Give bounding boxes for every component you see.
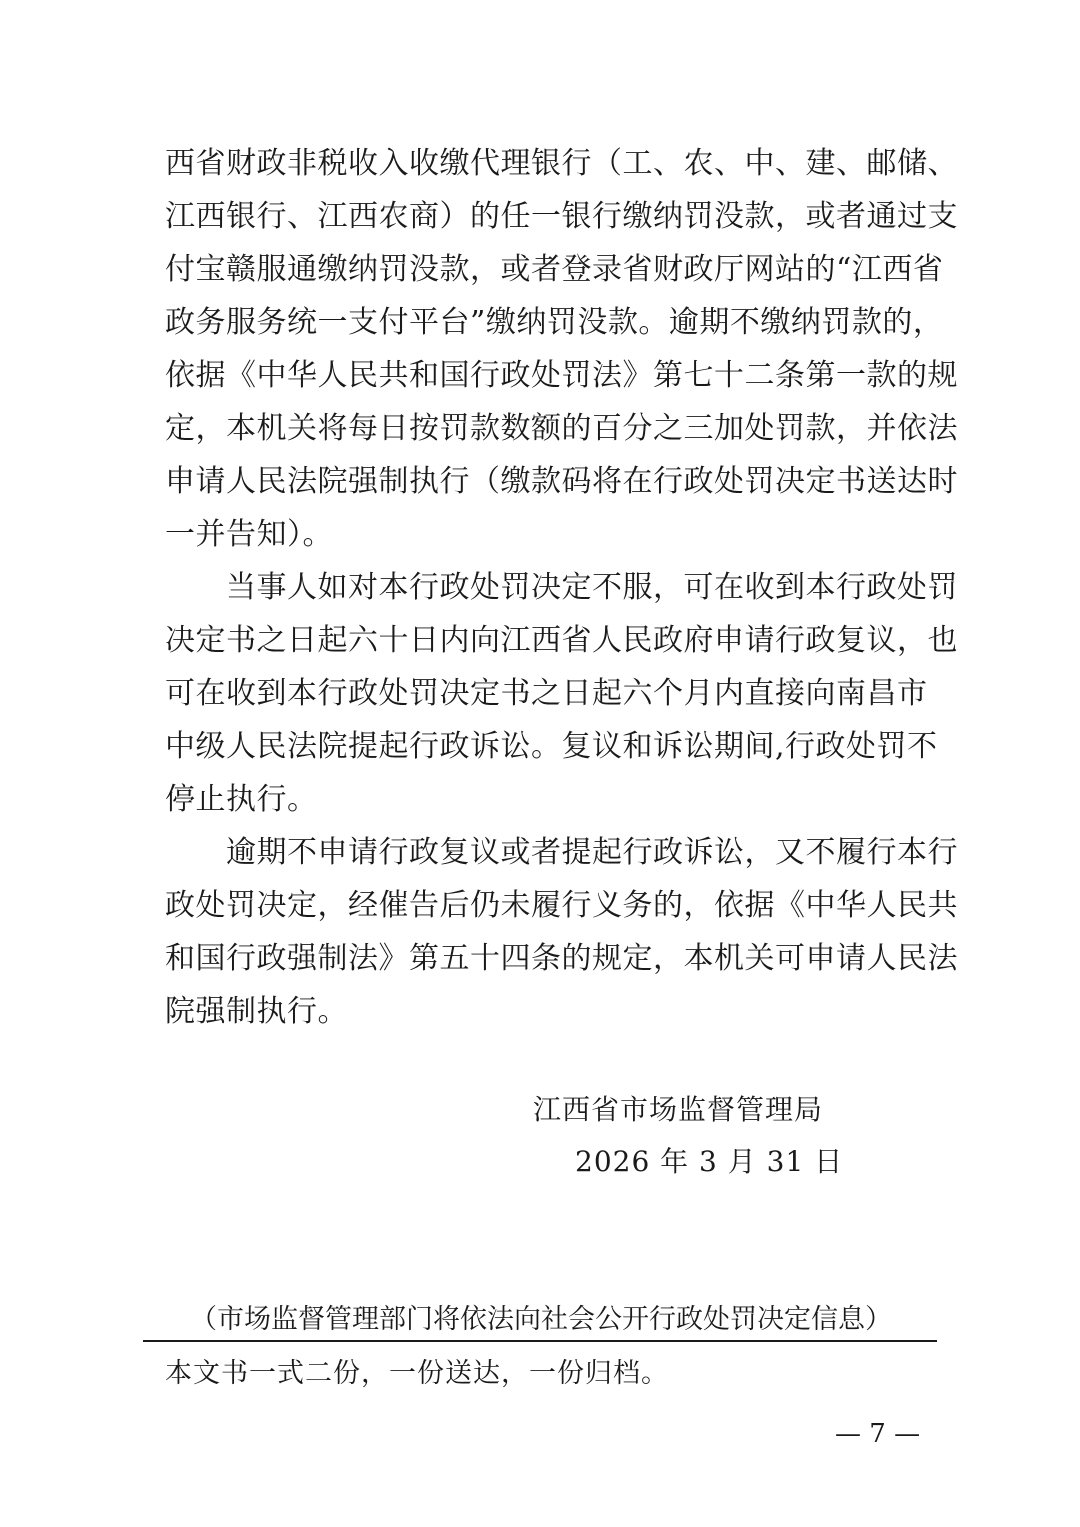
paragraph-1-line: 西省财政非税收入收缴代理银行（工、农、中、建、邮储、 [165, 146, 958, 181]
paragraph-2-line: 可在收到本行政处罚决定书之日起六个月内直接向南昌市 [165, 676, 928, 711]
paragraph-2-line: 当事人如对本行政处罚决定不服，可在收到本行政处罚 [165, 570, 958, 605]
paragraph-1-line: 一并告知）。 [165, 517, 333, 552]
paragraph-3-line: 逾期不申请行政复议或者提起行政诉讼，又不履行本行 [165, 835, 958, 870]
paragraph-1-line: 江西银行、江西农商）的任一银行缴纳罚没款，或者通过支 [165, 199, 958, 234]
paragraph-2-line: 停止执行。 [165, 782, 318, 817]
paragraph-3-line: 院强制执行。 [165, 994, 348, 1029]
paragraph-2-line: 决定书之日起六十日内向江西省人民政府申请行政复议，也 [165, 623, 958, 658]
paragraph-1-line: 定，本机关将每日按罚款数额的百分之三加处罚款，并依法 [165, 411, 958, 446]
copies-note: 本文书一式二份，一份送达，一份归档。 [165, 1358, 669, 1389]
issue-date: 2026 年 3 月 31 日 [575, 1145, 844, 1178]
issuing-organization: 江西省市场监督管理局 [533, 1093, 824, 1126]
paragraph-3-line: 和国行政强制法》第五十四条的规定，本机关可申请人民法 [165, 941, 958, 976]
footer-divider [143, 1340, 937, 1342]
paragraph-1-line: 申请人民法院强制执行（缴款码将在行政处罚决定书送达时 [165, 464, 958, 499]
paragraph-1-line: 依据《中华人民共和国行政处罚法》第七十二条第一款的规 [165, 358, 958, 393]
paragraph-1-line: 政务服务统一支付平台”缴纳罚没款。逾期不缴纳罚款的， [165, 305, 944, 340]
disclosure-notice: （市场监督管理部门将依法向社会公开行政处罚决定信息） [190, 1304, 892, 1335]
paragraph-3-line: 政处罚决定，经催告后仍未履行义务的，依据《中华人民共 [165, 888, 958, 923]
paragraph-2-line: 中级人民法院提起行政诉讼。复议和诉讼期间,行政处罚不 [165, 729, 938, 764]
page-number: — 7 — [835, 1419, 921, 1449]
paragraph-1-line: 付宝赣服通缴纳罚没款，或者登录省财政厅网站的“江西省 [165, 252, 944, 287]
